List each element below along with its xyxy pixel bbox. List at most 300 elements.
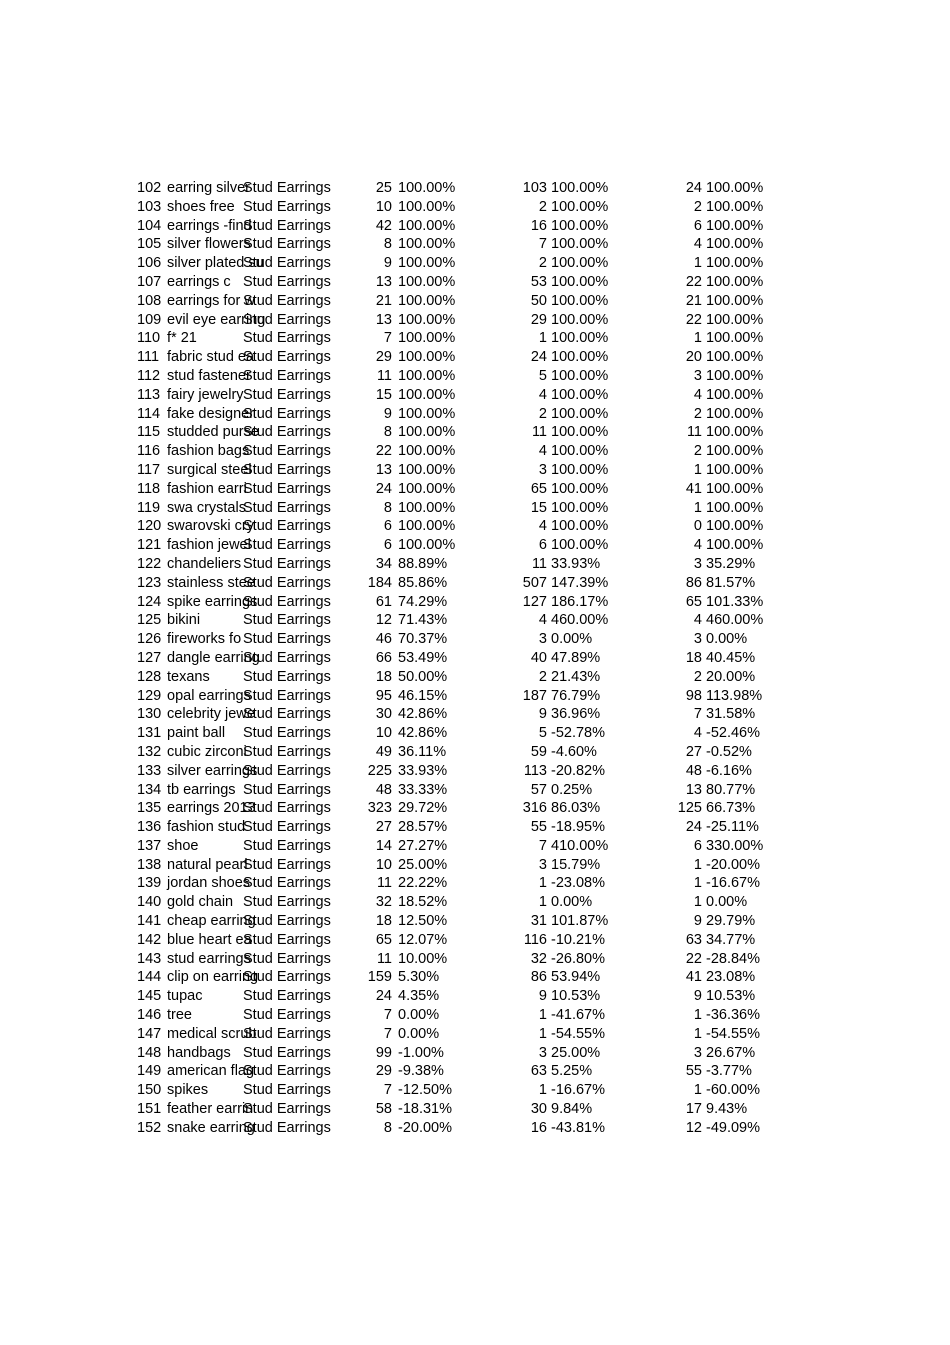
- percent-1-cell: 33.93%: [398, 762, 448, 779]
- percent-2-cell: -41.67%: [551, 1007, 606, 1024]
- percent-2-cell: -4.60%: [551, 743, 597, 760]
- value-1-cell: 6: [383, 537, 392, 554]
- value-1-cell: 7: [383, 330, 392, 347]
- value-2-cell: 32: [530, 950, 547, 967]
- percent-1-cell: -12.50%: [398, 1082, 453, 1099]
- category-cell: Stud Earrings: [243, 537, 331, 554]
- percent-1-cell: 10.00%: [398, 950, 448, 967]
- keyword-cell: jordan shoes: [167, 875, 251, 892]
- category-cell: Stud Earrings: [243, 725, 331, 742]
- value-2-cell: 1: [538, 1082, 547, 1099]
- category-cell: Stud Earrings: [243, 856, 331, 873]
- category-cell: Stud Earrings: [243, 1082, 331, 1099]
- percent-1-cell: 100.00%: [398, 405, 456, 422]
- value-3-cell: 98: [685, 687, 702, 704]
- value-1-cell: 66: [375, 649, 392, 666]
- percent-2-cell: 100.00%: [551, 330, 609, 347]
- row-number-cell: 140: [137, 894, 162, 911]
- value-2-cell: 65: [530, 480, 547, 497]
- value-3-cell: 55: [685, 1063, 702, 1080]
- value-3-cell: 24: [685, 180, 702, 196]
- category-cell: Stud Earrings: [243, 894, 331, 911]
- keyword-cell: chandeliers: [167, 555, 242, 572]
- value-1-cell: 10: [375, 856, 392, 873]
- percent-3-cell: -16.67%: [706, 875, 761, 892]
- value-1-cell: 21: [375, 292, 392, 309]
- table-row: [0, 348, 950, 367]
- table-row: [0, 668, 950, 687]
- percent-3-cell: 100.00%: [706, 386, 764, 403]
- table-row: [0, 273, 950, 292]
- value-2-cell: 16: [530, 217, 547, 234]
- keyword-cell: stud earrings: [167, 950, 251, 967]
- value-3-cell: 65: [685, 593, 702, 610]
- value-1-cell: 8: [383, 424, 392, 441]
- category-cell: Stud Earrings: [243, 480, 331, 497]
- table-row: [0, 1081, 950, 1100]
- percent-2-cell: -52.78%: [551, 725, 606, 742]
- table-row: [0, 423, 950, 442]
- percent-2-cell: 460.00%: [551, 612, 609, 629]
- keyword-cell: silver flowers: [167, 236, 251, 253]
- row-number-cell: 151: [137, 1101, 162, 1118]
- row-number-cell: 113: [137, 386, 161, 403]
- value-2-cell: 5: [538, 367, 547, 384]
- table-row: [0, 1044, 950, 1063]
- percent-2-cell: 100.00%: [551, 537, 609, 554]
- value-1-cell: 6: [383, 518, 392, 535]
- keyword-cell: swarovski cry: [167, 518, 255, 535]
- table-row: [0, 461, 950, 480]
- percent-3-cell: 100.00%: [706, 180, 764, 196]
- row-number-cell: 141: [137, 913, 162, 930]
- percent-3-cell: 330.00%: [706, 837, 764, 854]
- category-cell: Stud Earrings: [243, 913, 331, 930]
- value-1-cell: 8: [383, 499, 392, 516]
- percent-3-cell: 26.67%: [706, 1044, 756, 1061]
- table-row: [0, 555, 950, 574]
- category-cell: Stud Earrings: [243, 367, 331, 384]
- row-number-cell: 102: [137, 180, 162, 196]
- percent-3-cell: 100.00%: [706, 405, 764, 422]
- value-2-cell: 2: [538, 405, 547, 422]
- value-3-cell: 41: [685, 969, 702, 986]
- keyword-cell: evil eye earring: [167, 311, 266, 328]
- row-number-cell: 108: [137, 292, 162, 309]
- percent-1-cell: 100.00%: [398, 349, 456, 366]
- row-number-cell: 136: [137, 819, 162, 836]
- value-2-cell: 1: [538, 330, 547, 347]
- row-number-cell: 118: [137, 480, 161, 497]
- percent-1-cell: 100.00%: [398, 537, 456, 554]
- row-number-cell: 132: [137, 743, 162, 760]
- percent-2-cell: 147.39%: [551, 574, 609, 591]
- row-number-cell: 115: [137, 424, 161, 441]
- value-3-cell: 2: [693, 443, 702, 460]
- row-number-cell: 137: [137, 837, 162, 854]
- row-number-cell: 146: [137, 1007, 162, 1024]
- row-number-cell: 109: [137, 311, 162, 328]
- percent-1-cell: 5.30%: [398, 969, 440, 986]
- table-row: [0, 442, 950, 461]
- value-2-cell: 24: [530, 349, 547, 366]
- category-cell: Stud Earrings: [243, 555, 331, 572]
- category-cell: Stud Earrings: [243, 255, 331, 272]
- row-number-cell: 116: [137, 443, 161, 460]
- percent-3-cell: 113.98%: [706, 687, 763, 704]
- value-1-cell: 29: [375, 349, 392, 366]
- category-cell: Stud Earrings: [243, 706, 331, 723]
- percent-2-cell: 100.00%: [551, 443, 609, 460]
- value-1-cell: 34: [375, 555, 392, 572]
- value-3-cell: 3: [693, 1044, 702, 1061]
- category-cell: Stud Earrings: [243, 593, 331, 610]
- value-2-cell: 113: [523, 762, 547, 779]
- percent-1-cell: 12.50%: [398, 913, 448, 930]
- table-row: [0, 1006, 950, 1025]
- value-3-cell: 20: [685, 349, 702, 366]
- percent-1-cell: 4.35%: [398, 988, 440, 1005]
- value-2-cell: 187: [522, 687, 547, 704]
- percent-1-cell: 25.00%: [398, 856, 448, 873]
- keyword-cell: american flag: [167, 1063, 255, 1080]
- percent-1-cell: 85.86%: [398, 574, 448, 591]
- category-cell: Stud Earrings: [243, 292, 331, 309]
- percent-1-cell: 33.33%: [398, 781, 448, 798]
- percent-1-cell: 0.00%: [398, 1025, 440, 1042]
- table-row: [0, 292, 950, 311]
- value-3-cell: 2: [693, 405, 702, 422]
- category-cell: Stud Earrings: [243, 819, 331, 836]
- row-number-cell: 144: [137, 969, 162, 986]
- keyword-cell: fake designer: [167, 405, 255, 422]
- value-2-cell: 53: [530, 273, 547, 290]
- category-cell: Stud Earrings: [243, 743, 331, 760]
- category-cell: Stud Earrings: [243, 1063, 331, 1080]
- keyword-cell: celebrity jewe: [167, 706, 255, 723]
- row-number-cell: 147: [137, 1025, 162, 1042]
- percent-2-cell: 0.00%: [551, 631, 593, 648]
- value-3-cell: 22: [685, 311, 702, 328]
- value-2-cell: 1: [538, 875, 547, 892]
- value-1-cell: 8: [383, 236, 392, 253]
- keyword-cell: shoes free: [167, 198, 235, 215]
- value-3-cell: 4: [693, 725, 702, 742]
- value-2-cell: 3: [538, 856, 547, 873]
- table-row: [0, 649, 950, 668]
- percent-3-cell: 100.00%: [706, 198, 764, 215]
- value-1-cell: 18: [375, 668, 392, 685]
- value-3-cell: 1: [693, 1082, 702, 1099]
- keyword-cell: fabric stud ea: [167, 349, 255, 366]
- percent-1-cell: 100.00%: [398, 180, 456, 196]
- percent-2-cell: 15.79%: [551, 856, 601, 873]
- value-3-cell: 9: [693, 988, 702, 1005]
- keyword-cell: handbags: [167, 1044, 231, 1061]
- table-row: [0, 893, 950, 912]
- value-2-cell: 11: [531, 555, 547, 572]
- percent-3-cell: 100.00%: [706, 518, 764, 535]
- keyword-cell: gold chain: [167, 894, 234, 911]
- keyword-cell: clip on earring: [167, 969, 259, 986]
- value-3-cell: 6: [693, 837, 702, 854]
- category-cell: Stud Earrings: [243, 969, 331, 986]
- percent-3-cell: 100.00%: [706, 349, 764, 366]
- percent-1-cell: 29.72%: [398, 800, 448, 817]
- value-2-cell: 55: [530, 819, 547, 836]
- value-1-cell: 10: [375, 198, 392, 215]
- value-1-cell: 11: [376, 875, 392, 892]
- percent-2-cell: 101.87%: [551, 913, 609, 930]
- value-1-cell: 95: [375, 687, 392, 704]
- table-row: [0, 950, 950, 969]
- keyword-cell: natural pearl: [167, 856, 248, 873]
- table-row: [0, 724, 950, 743]
- row-number-cell: 111: [137, 349, 160, 366]
- category-cell: Stud Earrings: [243, 311, 331, 328]
- percent-3-cell: 0.00%: [706, 631, 748, 648]
- row-number-cell: 139: [137, 875, 162, 892]
- percent-3-cell: 34.77%: [706, 931, 756, 948]
- value-3-cell: 0: [693, 518, 702, 535]
- value-3-cell: 3: [693, 367, 702, 384]
- table-row: [0, 687, 950, 706]
- category-cell: Stud Earrings: [243, 612, 331, 629]
- percent-2-cell: -26.80%: [551, 950, 606, 967]
- value-3-cell: 18: [685, 649, 702, 666]
- percent-3-cell: 0.00%: [706, 894, 748, 911]
- row-number-cell: 145: [137, 988, 162, 1005]
- table-row: [0, 630, 950, 649]
- value-3-cell: 1: [693, 461, 702, 478]
- keyword-cell: tb earrings: [167, 781, 236, 798]
- value-2-cell: 7: [538, 236, 547, 253]
- percent-3-cell: 9.43%: [706, 1101, 748, 1118]
- table-row: [0, 912, 950, 931]
- table-row: [0, 593, 950, 612]
- row-number-cell: 130: [137, 706, 162, 723]
- percent-1-cell: 100.00%: [398, 311, 456, 328]
- value-3-cell: 4: [693, 537, 702, 554]
- percent-1-cell: 100.00%: [398, 386, 456, 403]
- row-number-cell: 117: [137, 461, 161, 478]
- keyword-cell: earrings for w: [167, 292, 255, 309]
- value-1-cell: 12: [375, 612, 392, 629]
- category-cell: Stud Earrings: [243, 330, 331, 347]
- value-1-cell: 30: [375, 706, 392, 723]
- table-row: [0, 705, 950, 724]
- percent-2-cell: 100.00%: [551, 461, 609, 478]
- percent-2-cell: 100.00%: [551, 349, 609, 366]
- percent-3-cell: 81.57%: [706, 574, 756, 591]
- value-1-cell: 42: [375, 217, 392, 234]
- row-number-cell: 119: [137, 499, 161, 516]
- percent-3-cell: 40.45%: [706, 649, 756, 666]
- table-row: [0, 179, 950, 198]
- category-cell: Stud Earrings: [243, 1025, 331, 1042]
- percent-2-cell: 100.00%: [551, 480, 609, 497]
- category-cell: Stud Earrings: [243, 781, 331, 798]
- percent-1-cell: 46.15%: [398, 687, 448, 704]
- value-3-cell: 63: [685, 931, 702, 948]
- percent-2-cell: 100.00%: [551, 236, 609, 253]
- percent-2-cell: 100.00%: [551, 518, 609, 535]
- table-row: [0, 1100, 950, 1119]
- percent-2-cell: 36.96%: [551, 706, 601, 723]
- value-1-cell: 58: [375, 1101, 392, 1118]
- percent-1-cell: 74.29%: [398, 593, 448, 610]
- keyword-cell: earrings -find: [167, 217, 252, 234]
- value-2-cell: 30: [530, 1101, 547, 1118]
- value-3-cell: 41: [685, 480, 702, 497]
- keyword-cell: fashion jewel: [167, 537, 251, 554]
- row-number-cell: 131: [137, 725, 162, 742]
- percent-1-cell: 100.00%: [398, 499, 456, 516]
- value-3-cell: 12: [685, 1119, 702, 1136]
- row-number-cell: 114: [137, 405, 161, 422]
- value-3-cell: 13: [685, 781, 702, 798]
- value-2-cell: 57: [530, 781, 547, 798]
- value-1-cell: 8: [383, 1119, 392, 1136]
- percent-3-cell: 100.00%: [706, 367, 764, 384]
- value-1-cell: 14: [375, 837, 392, 854]
- table-row: [0, 837, 950, 856]
- percent-3-cell: 100.00%: [706, 424, 764, 441]
- table-row: [0, 235, 950, 254]
- table-row: [0, 781, 950, 800]
- percent-2-cell: 25.00%: [551, 1044, 601, 1061]
- value-3-cell: 125: [677, 800, 702, 817]
- percent-3-cell: 20.00%: [706, 668, 756, 685]
- keyword-cell: f* 21: [167, 330, 197, 347]
- table-row: [0, 931, 950, 950]
- value-1-cell: 32: [375, 894, 392, 911]
- value-2-cell: 63: [530, 1063, 547, 1080]
- value-2-cell: 316: [522, 800, 547, 817]
- percent-3-cell: 101.33%: [706, 593, 764, 610]
- category-cell: Stud Earrings: [243, 988, 331, 1005]
- table-row: [0, 499, 950, 518]
- table-row: [0, 874, 950, 893]
- percent-3-cell: 100.00%: [706, 461, 764, 478]
- keyword-cell: fashion earri: [167, 480, 247, 497]
- keyword-cell: silver earrings: [167, 762, 258, 779]
- row-number-cell: 128: [137, 668, 162, 685]
- percent-3-cell: 100.00%: [706, 255, 764, 272]
- table-row: [0, 517, 950, 536]
- keyword-cell: texans: [167, 668, 210, 685]
- category-cell: Stud Earrings: [243, 1119, 331, 1136]
- percent-1-cell: 100.00%: [398, 292, 456, 309]
- value-2-cell: 103: [522, 180, 547, 196]
- category-cell: Stud Earrings: [243, 273, 331, 290]
- percent-1-cell: 100.00%: [398, 198, 456, 215]
- keyword-cell: feather earrin: [167, 1101, 254, 1118]
- table-row: [0, 611, 950, 630]
- percent-1-cell: -1.00%: [398, 1044, 444, 1061]
- row-number-cell: 126: [137, 631, 162, 648]
- percent-1-cell: 12.07%: [398, 931, 448, 948]
- percent-2-cell: -20.82%: [551, 762, 606, 779]
- table-row: [0, 311, 950, 330]
- value-1-cell: 65: [375, 931, 392, 948]
- percent-2-cell: 0.25%: [551, 781, 593, 798]
- category-cell: Stud Earrings: [243, 931, 331, 948]
- percent-2-cell: 100.00%: [551, 311, 609, 328]
- percent-1-cell: 36.11%: [398, 743, 447, 760]
- table-row: [0, 743, 950, 762]
- category-cell: Stud Earrings: [243, 217, 331, 234]
- percent-2-cell: 100.00%: [551, 386, 609, 403]
- percent-2-cell: 100.00%: [551, 424, 609, 441]
- value-1-cell: 9: [383, 405, 392, 422]
- percent-1-cell: 100.00%: [398, 443, 456, 460]
- percent-2-cell: 5.25%: [551, 1063, 593, 1080]
- row-number-cell: 104: [137, 217, 162, 234]
- percent-2-cell: -18.95%: [551, 819, 606, 836]
- table-row: [0, 254, 950, 273]
- percent-2-cell: 100.00%: [551, 367, 609, 384]
- percent-2-cell: 100.00%: [551, 499, 609, 516]
- keyword-cell: tupac: [167, 988, 203, 1005]
- value-3-cell: 1: [693, 255, 702, 272]
- percent-3-cell: 100.00%: [706, 480, 764, 497]
- value-1-cell: 15: [375, 386, 392, 403]
- percent-2-cell: 53.94%: [551, 969, 601, 986]
- value-3-cell: 1: [693, 499, 702, 516]
- value-2-cell: 31: [530, 913, 547, 930]
- category-cell: Stud Earrings: [243, 443, 331, 460]
- percent-3-cell: -52.46%: [706, 725, 761, 742]
- value-1-cell: 48: [375, 781, 392, 798]
- category-cell: Stud Earrings: [243, 424, 331, 441]
- percent-2-cell: 10.53%: [551, 988, 601, 1005]
- keyword-cell: fairy jewelry: [167, 386, 244, 403]
- percent-3-cell: -36.36%: [706, 1007, 761, 1024]
- category-cell: Stud Earrings: [243, 198, 331, 215]
- value-2-cell: 6: [538, 537, 547, 554]
- keyword-cell: tree: [167, 1007, 192, 1024]
- row-number-cell: 152: [137, 1119, 162, 1136]
- percent-1-cell: 100.00%: [398, 480, 456, 497]
- value-1-cell: 10: [375, 725, 392, 742]
- table-row: [0, 1062, 950, 1081]
- category-cell: Stud Earrings: [243, 499, 331, 516]
- row-number-cell: 122: [137, 555, 162, 572]
- percent-1-cell: -9.38%: [398, 1063, 444, 1080]
- value-2-cell: 507: [522, 574, 547, 591]
- value-2-cell: 2: [538, 198, 547, 215]
- row-number-cell: 150: [137, 1082, 162, 1099]
- percent-3-cell: 100.00%: [706, 236, 764, 253]
- value-2-cell: 1: [538, 894, 547, 911]
- row-number-cell: 110: [137, 330, 161, 347]
- value-2-cell: 127: [522, 593, 547, 610]
- percent-3-cell: 100.00%: [706, 330, 764, 347]
- category-cell: Stud Earrings: [243, 1007, 331, 1024]
- value-3-cell: 24: [685, 819, 702, 836]
- percent-3-cell: -25.11%: [706, 819, 759, 836]
- percent-2-cell: -43.81%: [551, 1119, 606, 1136]
- percent-1-cell: 27.27%: [398, 837, 448, 854]
- value-2-cell: 11: [531, 424, 547, 441]
- category-cell: Stud Earrings: [243, 405, 331, 422]
- value-1-cell: 225: [367, 762, 392, 779]
- value-2-cell: 59: [530, 743, 547, 760]
- category-cell: Stud Earrings: [243, 518, 331, 535]
- keyword-cell: shoe: [167, 837, 199, 854]
- percent-3-cell: 100.00%: [706, 311, 764, 328]
